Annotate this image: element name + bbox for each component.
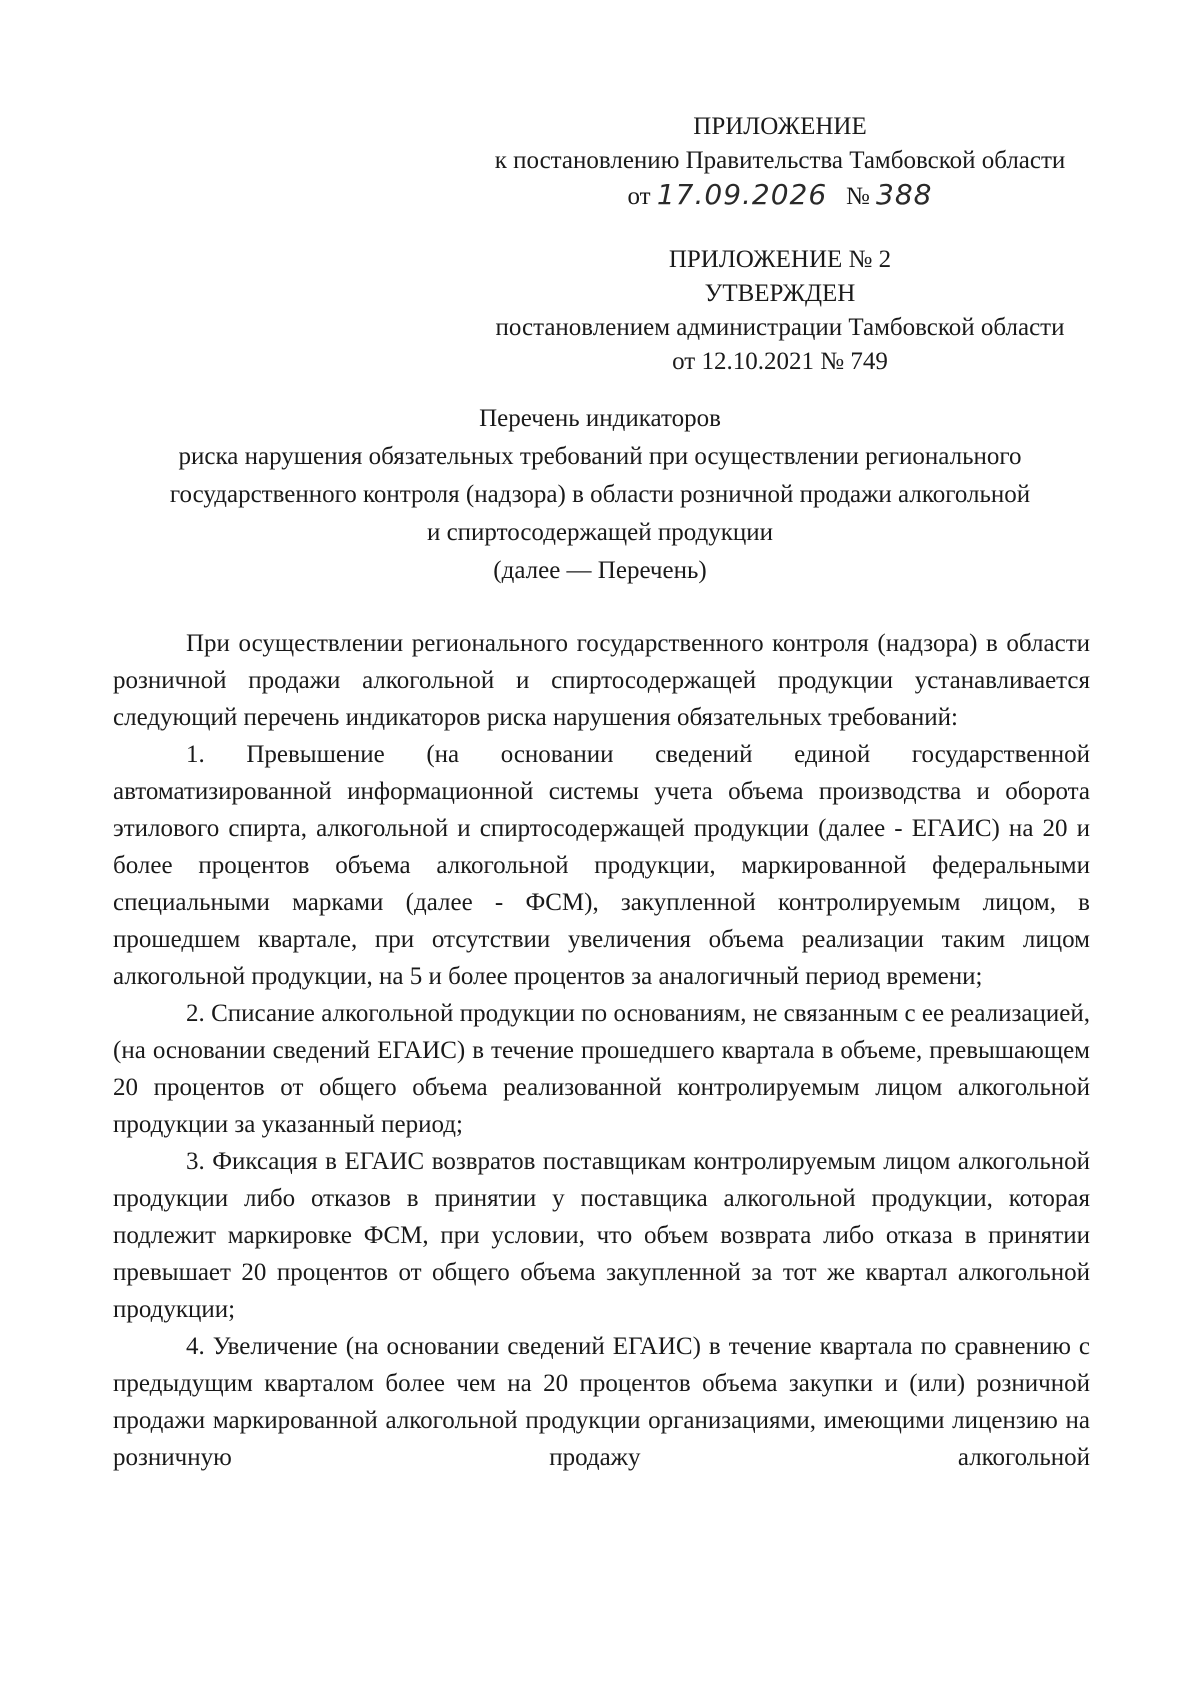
from-prefix: от [627,183,651,210]
title-line-1: Перечень индикаторов [479,405,721,432]
document-title [100,400,1100,590]
appendix-number: ПРИЛОЖЕНИЕ № 2 [668,246,892,273]
approval-resolution: постановлением администрации Тамбовской области [495,314,1065,341]
to-resolution-line: к постановлению Правительства Тамбовской области [494,147,1066,174]
indicator-item-2: 2. Списание алкогольной продукции по основаниям, не связанным с ее реализацией, (на основании сведений ЕГАИС) в течение прошедшего квартала в объеме, превышающем 20 процентов от общего объема реализованной контролируемым лицом алкогольной продукции за указанный период; [113,1000,1090,1138]
handwritten-date: 17.09.2026 [656,178,828,211]
title-line-5: (далее — Перечень) [493,557,707,584]
handwritten-number: 388 [876,178,933,211]
resolution-date-line [430,178,1130,212]
title-line-2: риска нарушения обязательных требований при осуществлении регионального [178,443,1022,470]
title-line-4: и спиртосодержащей продукции [426,519,774,546]
approval-block [430,243,1130,379]
indicator-item-4: 4. Увеличение (на основании сведений ЕГАИС) в течение квартала по сравнению с предыдущим кварталом более чем на 20 процентов объема закупки и (или) розничной продажи маркированной алкогольной продукции организациями, имеющими лицензию на розничную продажу алкогольной [113,1333,1090,1471]
document-body [113,625,1090,1476]
title-line-3: государственного контроля (надзора) в области розничной продажи алкогольной [169,481,1031,508]
appendix-label: ПРИЛОЖЕНИЕ [693,113,867,140]
indicator-item-3: 3. Фиксация в ЕГАИС возвратов поставщикам контролируемым лицом алкогольной продукции либо отказов в принятии у поставщика алкогольной продукции, которая подлежит маркировке ФСМ, при условии, что объем возврата либо отказа в принятии превышает 20 процентов от общего объема закупленной за тот же квартал алкогольной продукции; [113,1148,1090,1323]
appendix-header [430,110,1130,212]
approved-label: УТВЕРЖДЕН [704,280,856,307]
approval-date-number: от 12.10.2021 № 749 [672,348,888,375]
indicator-item-1: 1. Превышение (на основании сведений единой государственной автоматизированной информационной системы учета объема производства и оборота этилового спирта, алкогольной и спиртосодержащей продукции (далее - ЕГАИС) на 20 и более процентов объема алкогольной продукции, маркированной федеральными специальными марками (далее - ФСМ), закупленной контролируемым лицом, в прошедшем квартале, при отсутствии увеличения объема реализации таким лицом алкогольной продукции, на 5 и более процентов за аналогичный период времени; [113,741,1090,990]
intro-paragraph: При осуществлении регионального государственного контроля (надзора) в области розничной продажи алкогольной и спиртосодержащей продукции устанавливается следующий перечень индикаторов риска нарушения обязательных требований: [113,630,1090,731]
number-sign: № [845,183,870,210]
